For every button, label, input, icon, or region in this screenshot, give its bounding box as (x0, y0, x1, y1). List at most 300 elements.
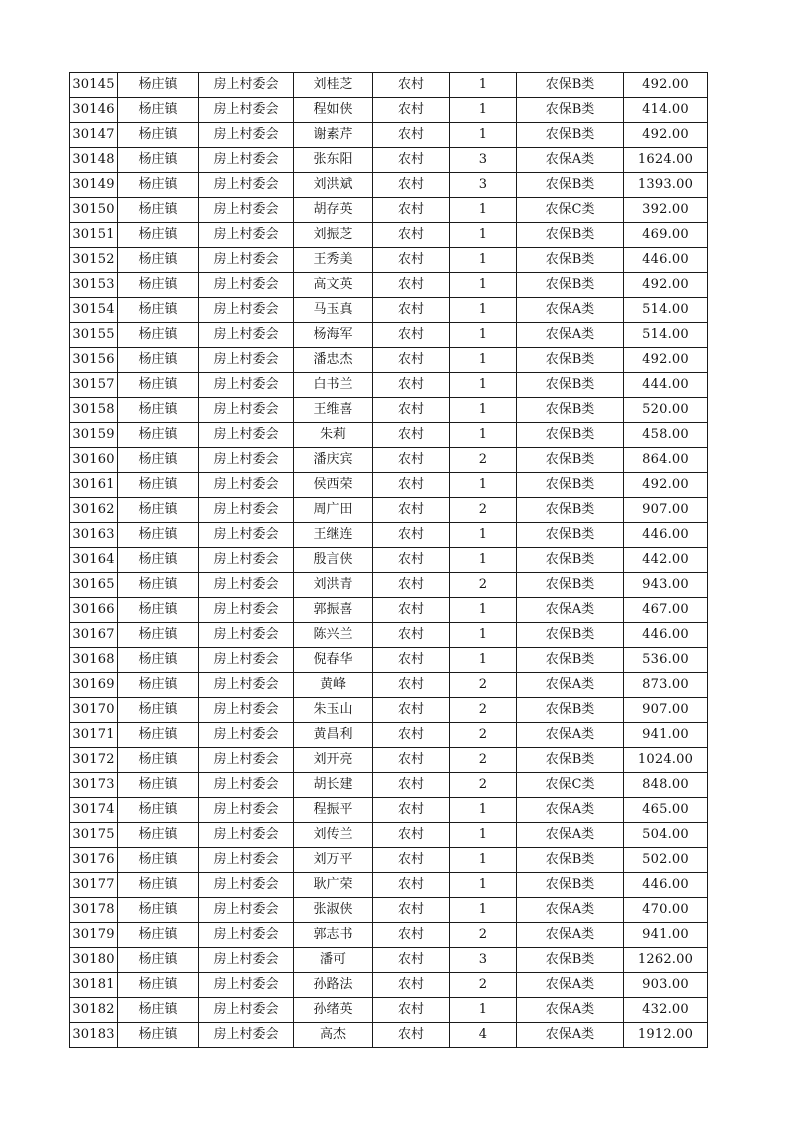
insurance-category-cell: 农保A类 (517, 823, 624, 848)
insurance-category-cell: 农保A类 (517, 673, 624, 698)
household-count-cell: 2 (450, 748, 517, 773)
amount-cell: 943.00 (624, 573, 708, 598)
household-count-cell: 1 (450, 623, 517, 648)
household-count-cell: 1 (450, 598, 517, 623)
record-id-cell: 30167 (70, 623, 118, 648)
amount-cell: 414.00 (624, 98, 708, 123)
residence-type-cell: 农村 (373, 898, 450, 923)
household-count-cell: 1 (450, 848, 517, 873)
insurance-category-cell: 农保B类 (517, 348, 624, 373)
person-name-cell: 程如侠 (294, 98, 373, 123)
record-id-cell: 30168 (70, 648, 118, 673)
table-row (70, 898, 708, 923)
record-id-cell: 30177 (70, 873, 118, 898)
person-name-cell: 潘庆宾 (294, 448, 373, 473)
residence-type-cell: 农村 (373, 773, 450, 798)
insurance-category-cell: 农保B类 (517, 548, 624, 573)
record-id-cell: 30171 (70, 723, 118, 748)
table-row (70, 798, 708, 823)
amount-cell: 1624.00 (624, 148, 708, 173)
record-id-cell: 30170 (70, 698, 118, 723)
insurance-category-cell: 农保A类 (517, 1023, 624, 1048)
amount-cell: 465.00 (624, 798, 708, 823)
record-id-cell: 30158 (70, 398, 118, 423)
table-row (70, 248, 708, 273)
town-cell: 杨庄镇 (118, 298, 199, 323)
residence-type-cell: 农村 (373, 1023, 450, 1048)
household-count-cell: 1 (450, 73, 517, 98)
insurance-category-cell: 农保B类 (517, 498, 624, 523)
person-name-cell: 刘洪青 (294, 573, 373, 598)
residence-type-cell: 农村 (373, 73, 450, 98)
village-committee-cell: 房上村委会 (199, 448, 294, 473)
village-committee-cell: 房上村委会 (199, 498, 294, 523)
insurance-category-cell: 农保B类 (517, 748, 624, 773)
village-committee-cell: 房上村委会 (199, 148, 294, 173)
residence-type-cell: 农村 (373, 348, 450, 373)
household-count-cell: 1 (450, 273, 517, 298)
town-cell: 杨庄镇 (118, 698, 199, 723)
insurance-category-cell: 农保B类 (517, 248, 624, 273)
town-cell: 杨庄镇 (118, 448, 199, 473)
amount-cell: 446.00 (624, 523, 708, 548)
table-row (70, 973, 708, 998)
person-name-cell: 高文英 (294, 273, 373, 298)
household-count-cell: 1 (450, 423, 517, 448)
insurance-category-cell: 农保B类 (517, 448, 624, 473)
village-committee-cell: 房上村委会 (199, 1023, 294, 1048)
town-cell: 杨庄镇 (118, 848, 199, 873)
insurance-category-cell: 农保B类 (517, 698, 624, 723)
record-id-cell: 30183 (70, 1023, 118, 1048)
household-count-cell: 1 (450, 873, 517, 898)
insurance-category-cell: 农保A类 (517, 298, 624, 323)
amount-cell: 520.00 (624, 398, 708, 423)
town-cell: 杨庄镇 (118, 373, 199, 398)
record-id-cell: 30154 (70, 298, 118, 323)
record-id-cell: 30161 (70, 473, 118, 498)
record-id-cell: 30176 (70, 848, 118, 873)
town-cell: 杨庄镇 (118, 773, 199, 798)
town-cell: 杨庄镇 (118, 898, 199, 923)
record-id-cell: 30181 (70, 973, 118, 998)
town-cell: 杨庄镇 (118, 173, 199, 198)
residence-type-cell: 农村 (373, 123, 450, 148)
insurance-category-cell: 农保A类 (517, 898, 624, 923)
record-id-cell: 30149 (70, 173, 118, 198)
table-row (70, 273, 708, 298)
table-row (70, 823, 708, 848)
residence-type-cell: 农村 (373, 948, 450, 973)
household-count-cell: 4 (450, 1023, 517, 1048)
table-row (70, 298, 708, 323)
amount-cell: 1912.00 (624, 1023, 708, 1048)
village-committee-cell: 房上村委会 (199, 98, 294, 123)
table-row (70, 73, 708, 98)
insurance-category-cell: 农保A类 (517, 323, 624, 348)
person-name-cell: 黄昌利 (294, 723, 373, 748)
residence-type-cell: 农村 (373, 723, 450, 748)
table-row (70, 523, 708, 548)
town-cell: 杨庄镇 (118, 1023, 199, 1048)
village-committee-cell: 房上村委会 (199, 248, 294, 273)
household-count-cell: 1 (450, 998, 517, 1023)
record-id-cell: 30174 (70, 798, 118, 823)
person-name-cell: 潘可 (294, 948, 373, 973)
person-name-cell: 高杰 (294, 1023, 373, 1048)
village-committee-cell: 房上村委会 (199, 848, 294, 873)
village-committee-cell: 房上村委会 (199, 348, 294, 373)
household-count-cell: 2 (450, 973, 517, 998)
record-id-cell: 30146 (70, 98, 118, 123)
town-cell: 杨庄镇 (118, 198, 199, 223)
village-committee-cell: 房上村委会 (199, 73, 294, 98)
insurance-category-cell: 农保B类 (517, 948, 624, 973)
person-name-cell: 刘开亮 (294, 748, 373, 773)
amount-cell: 467.00 (624, 598, 708, 623)
amount-cell: 442.00 (624, 548, 708, 573)
record-id-cell: 30147 (70, 123, 118, 148)
insurance-category-cell: 农保B类 (517, 623, 624, 648)
insurance-category-cell: 农保A类 (517, 723, 624, 748)
insurance-category-cell: 农保B类 (517, 373, 624, 398)
town-cell: 杨庄镇 (118, 798, 199, 823)
record-id-cell: 30169 (70, 673, 118, 698)
record-id-cell: 30165 (70, 573, 118, 598)
town-cell: 杨庄镇 (118, 523, 199, 548)
insurance-category-cell: 农保C类 (517, 198, 624, 223)
table-row (70, 148, 708, 173)
household-count-cell: 1 (450, 898, 517, 923)
amount-cell: 941.00 (624, 723, 708, 748)
village-committee-cell: 房上村委会 (199, 323, 294, 348)
person-name-cell: 白书兰 (294, 373, 373, 398)
person-name-cell: 郭志书 (294, 923, 373, 948)
town-cell: 杨庄镇 (118, 748, 199, 773)
insurance-category-cell: 农保A类 (517, 148, 624, 173)
table-row (70, 873, 708, 898)
person-name-cell: 张淑侠 (294, 898, 373, 923)
household-count-cell: 1 (450, 98, 517, 123)
person-name-cell: 王秀美 (294, 248, 373, 273)
record-id-cell: 30160 (70, 448, 118, 473)
table-row (70, 423, 708, 448)
town-cell: 杨庄镇 (118, 948, 199, 973)
record-id-cell: 30163 (70, 523, 118, 548)
residence-type-cell: 农村 (373, 698, 450, 723)
table-row (70, 773, 708, 798)
insurance-category-cell: 农保B类 (517, 848, 624, 873)
town-cell: 杨庄镇 (118, 473, 199, 498)
amount-cell: 907.00 (624, 498, 708, 523)
residence-type-cell: 农村 (373, 648, 450, 673)
village-committee-cell: 房上村委会 (199, 223, 294, 248)
residence-type-cell: 农村 (373, 148, 450, 173)
village-committee-cell: 房上村委会 (199, 623, 294, 648)
town-cell: 杨庄镇 (118, 573, 199, 598)
town-cell: 杨庄镇 (118, 248, 199, 273)
village-committee-cell: 房上村委会 (199, 948, 294, 973)
household-count-cell: 2 (450, 698, 517, 723)
record-id-cell: 30155 (70, 323, 118, 348)
person-name-cell: 刘洪斌 (294, 173, 373, 198)
person-name-cell: 孙绪英 (294, 998, 373, 1023)
residence-type-cell: 农村 (373, 423, 450, 448)
amount-cell: 1393.00 (624, 173, 708, 198)
record-id-cell: 30164 (70, 548, 118, 573)
person-name-cell: 马玉真 (294, 298, 373, 323)
household-count-cell: 1 (450, 648, 517, 673)
village-committee-cell: 房上村委会 (199, 423, 294, 448)
residence-type-cell: 农村 (373, 548, 450, 573)
town-cell: 杨庄镇 (118, 923, 199, 948)
residence-type-cell: 农村 (373, 848, 450, 873)
record-id-cell: 30179 (70, 923, 118, 948)
amount-cell: 492.00 (624, 73, 708, 98)
village-committee-cell: 房上村委会 (199, 298, 294, 323)
town-cell: 杨庄镇 (118, 548, 199, 573)
residence-type-cell: 农村 (373, 98, 450, 123)
household-count-cell: 2 (450, 723, 517, 748)
household-count-cell: 1 (450, 123, 517, 148)
amount-cell: 444.00 (624, 373, 708, 398)
record-id-cell: 30173 (70, 773, 118, 798)
insurance-category-cell: 农保A类 (517, 973, 624, 998)
person-name-cell: 刘万平 (294, 848, 373, 873)
insurance-category-cell: 农保B类 (517, 398, 624, 423)
person-name-cell: 朱玉山 (294, 698, 373, 723)
household-count-cell: 3 (450, 173, 517, 198)
town-cell: 杨庄镇 (118, 98, 199, 123)
amount-cell: 864.00 (624, 448, 708, 473)
table-row (70, 598, 708, 623)
amount-cell: 941.00 (624, 923, 708, 948)
table-row (70, 998, 708, 1023)
village-committee-cell: 房上村委会 (199, 548, 294, 573)
household-count-cell: 1 (450, 348, 517, 373)
record-id-cell: 30156 (70, 348, 118, 373)
insurance-category-cell: 农保B类 (517, 98, 624, 123)
household-count-cell: 1 (450, 298, 517, 323)
record-id-cell: 30151 (70, 223, 118, 248)
household-count-cell: 3 (450, 148, 517, 173)
person-name-cell: 倪春华 (294, 648, 373, 673)
amount-cell: 446.00 (624, 873, 708, 898)
household-count-cell: 1 (450, 398, 517, 423)
residence-type-cell: 农村 (373, 448, 450, 473)
residence-type-cell: 农村 (373, 298, 450, 323)
town-cell: 杨庄镇 (118, 73, 199, 98)
town-cell: 杨庄镇 (118, 148, 199, 173)
village-committee-cell: 房上村委会 (199, 598, 294, 623)
amount-cell: 492.00 (624, 473, 708, 498)
town-cell: 杨庄镇 (118, 348, 199, 373)
amount-cell: 492.00 (624, 273, 708, 298)
household-count-cell: 2 (450, 773, 517, 798)
amount-cell: 470.00 (624, 898, 708, 923)
insurance-category-cell: 农保A类 (517, 998, 624, 1023)
person-name-cell: 黄峰 (294, 673, 373, 698)
table-row (70, 223, 708, 248)
residence-type-cell: 农村 (373, 323, 450, 348)
village-committee-cell: 房上村委会 (199, 273, 294, 298)
residence-type-cell: 农村 (373, 398, 450, 423)
amount-cell: 848.00 (624, 773, 708, 798)
record-id-cell: 30178 (70, 898, 118, 923)
residence-type-cell: 农村 (373, 998, 450, 1023)
village-committee-cell: 房上村委会 (199, 898, 294, 923)
residence-type-cell: 农村 (373, 223, 450, 248)
household-count-cell: 2 (450, 673, 517, 698)
town-cell: 杨庄镇 (118, 498, 199, 523)
amount-cell: 502.00 (624, 848, 708, 873)
record-id-cell: 30150 (70, 198, 118, 223)
person-name-cell: 耿广荣 (294, 873, 373, 898)
village-committee-cell: 房上村委会 (199, 998, 294, 1023)
person-name-cell: 张东阳 (294, 148, 373, 173)
residence-type-cell: 农村 (373, 598, 450, 623)
village-committee-cell: 房上村委会 (199, 723, 294, 748)
insurance-category-cell: 农保B类 (517, 223, 624, 248)
table-row (70, 98, 708, 123)
person-name-cell: 谢素芹 (294, 123, 373, 148)
record-id-cell: 30162 (70, 498, 118, 523)
town-cell: 杨庄镇 (118, 723, 199, 748)
residence-type-cell: 农村 (373, 273, 450, 298)
amount-cell: 492.00 (624, 348, 708, 373)
town-cell: 杨庄镇 (118, 973, 199, 998)
village-committee-cell: 房上村委会 (199, 398, 294, 423)
person-name-cell: 陈兴兰 (294, 623, 373, 648)
insurance-category-cell: 农保B类 (517, 873, 624, 898)
town-cell: 杨庄镇 (118, 623, 199, 648)
amount-cell: 514.00 (624, 323, 708, 348)
village-committee-cell: 房上村委会 (199, 698, 294, 723)
table-row (70, 673, 708, 698)
village-committee-cell: 房上村委会 (199, 198, 294, 223)
record-id-cell: 30180 (70, 948, 118, 973)
town-cell: 杨庄镇 (118, 823, 199, 848)
town-cell: 杨庄镇 (118, 648, 199, 673)
amount-cell: 492.00 (624, 123, 708, 148)
village-committee-cell: 房上村委会 (199, 648, 294, 673)
residence-type-cell: 农村 (373, 798, 450, 823)
household-count-cell: 2 (450, 923, 517, 948)
amount-cell: 432.00 (624, 998, 708, 1023)
insurance-category-cell: 农保B类 (517, 73, 624, 98)
record-id-cell: 30145 (70, 73, 118, 98)
table-row (70, 748, 708, 773)
record-id-cell: 30152 (70, 248, 118, 273)
table-row (70, 173, 708, 198)
amount-cell: 1262.00 (624, 948, 708, 973)
person-name-cell: 潘忠杰 (294, 348, 373, 373)
amount-cell: 446.00 (624, 248, 708, 273)
insurance-category-cell: 农保A类 (517, 798, 624, 823)
insurance-category-cell: 农保B类 (517, 123, 624, 148)
household-count-cell: 2 (450, 573, 517, 598)
residence-type-cell: 农村 (373, 373, 450, 398)
person-name-cell: 杨海军 (294, 323, 373, 348)
insurance-category-cell: 农保B类 (517, 473, 624, 498)
table-row (70, 498, 708, 523)
residence-type-cell: 农村 (373, 573, 450, 598)
insurance-category-cell: 农保A类 (517, 598, 624, 623)
table-row (70, 573, 708, 598)
person-name-cell: 殷言侠 (294, 548, 373, 573)
insurance-category-cell: 农保C类 (517, 773, 624, 798)
person-name-cell: 程振平 (294, 798, 373, 823)
insurance-category-cell: 农保B类 (517, 273, 624, 298)
table-row (70, 448, 708, 473)
roster-table (69, 72, 708, 1048)
household-count-cell: 1 (450, 373, 517, 398)
town-cell: 杨庄镇 (118, 323, 199, 348)
table-row (70, 323, 708, 348)
village-committee-cell: 房上村委会 (199, 373, 294, 398)
household-count-cell: 1 (450, 198, 517, 223)
person-name-cell: 朱莉 (294, 423, 373, 448)
residence-type-cell: 农村 (373, 823, 450, 848)
village-committee-cell: 房上村委会 (199, 873, 294, 898)
table-row (70, 548, 708, 573)
amount-cell: 907.00 (624, 698, 708, 723)
village-committee-cell: 房上村委会 (199, 123, 294, 148)
town-cell: 杨庄镇 (118, 123, 199, 148)
amount-cell: 392.00 (624, 198, 708, 223)
household-count-cell: 1 (450, 223, 517, 248)
table-row (70, 1023, 708, 1048)
record-id-cell: 30159 (70, 423, 118, 448)
table-row (70, 923, 708, 948)
person-name-cell: 王继连 (294, 523, 373, 548)
town-cell: 杨庄镇 (118, 673, 199, 698)
household-count-cell: 1 (450, 548, 517, 573)
roster-body (70, 73, 708, 1048)
residence-type-cell: 农村 (373, 173, 450, 198)
table-row (70, 698, 708, 723)
insurance-category-cell: 农保A类 (517, 923, 624, 948)
village-committee-cell: 房上村委会 (199, 923, 294, 948)
amount-cell: 458.00 (624, 423, 708, 448)
person-name-cell: 刘传兰 (294, 823, 373, 848)
village-committee-cell: 房上村委会 (199, 473, 294, 498)
table-row (70, 648, 708, 673)
record-id-cell: 30157 (70, 373, 118, 398)
village-committee-cell: 房上村委会 (199, 798, 294, 823)
household-count-cell: 2 (450, 448, 517, 473)
person-name-cell: 孙路法 (294, 973, 373, 998)
town-cell: 杨庄镇 (118, 223, 199, 248)
amount-cell: 873.00 (624, 673, 708, 698)
record-id-cell: 30166 (70, 598, 118, 623)
record-id-cell: 30148 (70, 148, 118, 173)
amount-cell: 514.00 (624, 298, 708, 323)
household-count-cell: 1 (450, 323, 517, 348)
person-name-cell: 胡长建 (294, 773, 373, 798)
town-cell: 杨庄镇 (118, 398, 199, 423)
amount-cell: 1024.00 (624, 748, 708, 773)
village-committee-cell: 房上村委会 (199, 973, 294, 998)
person-name-cell: 刘振芝 (294, 223, 373, 248)
residence-type-cell: 农村 (373, 473, 450, 498)
record-id-cell: 30175 (70, 823, 118, 848)
table-row (70, 723, 708, 748)
person-name-cell: 郭振喜 (294, 598, 373, 623)
household-count-cell: 1 (450, 523, 517, 548)
person-name-cell: 胡存英 (294, 198, 373, 223)
person-name-cell: 刘桂芝 (294, 73, 373, 98)
